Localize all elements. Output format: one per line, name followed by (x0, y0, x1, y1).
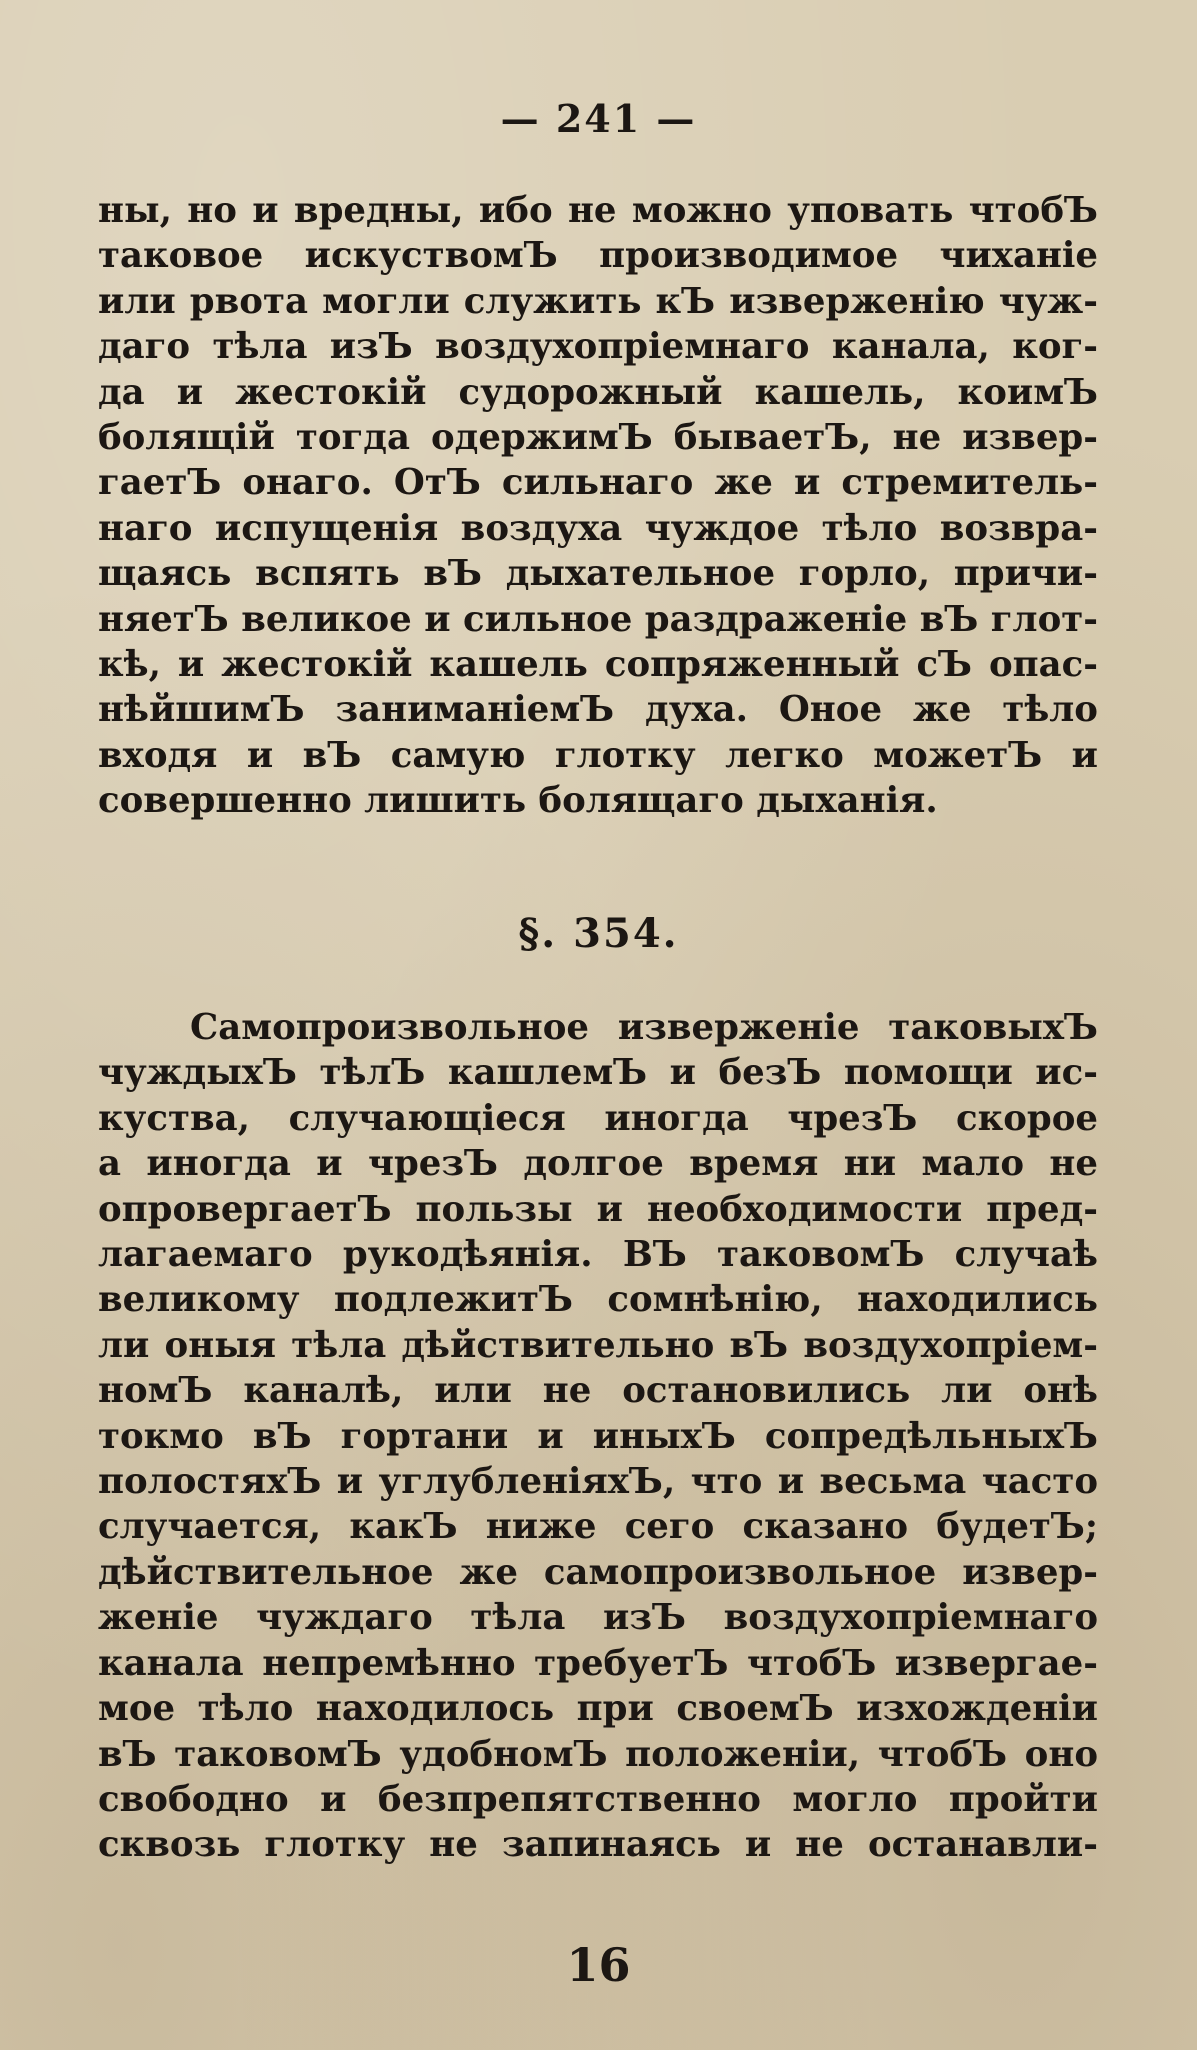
text-line: сквозь глотку не запинаясь и не останавли- (98, 1824, 1098, 1866)
text-line: великому подлежитЪ сомнѣнію, находились (98, 1279, 1098, 1321)
text-line: даго тѣла изЪ воздухопріемнаго канала, ког- (98, 326, 1098, 368)
signature-mark: 16 (566, 1938, 631, 1992)
text-line: канала непремѣнно требуетЪ чтобЪ извергае- (98, 1642, 1098, 1684)
section-heading: §. 354. (518, 910, 679, 957)
text-line: опровергаетЪ пользы и необходимости пред- (98, 1188, 1098, 1230)
text-line: таковое искуствомЪ производимое чиханіе (98, 235, 1098, 277)
text-line: полостяхЪ и углубленіяхЪ, что и весьма часто (98, 1461, 1098, 1503)
text-line: да и жестокій судорожный кашель, коимЪ (98, 371, 1098, 413)
text-line: нѣйшимЪ заниманіемЪ духа. Оное же тѣло (98, 689, 1098, 731)
text-line: входя и вЪ самую глотку легко можетЪ и (98, 734, 1098, 776)
page-number: — 241 — (500, 96, 697, 141)
text-line: токмо вЪ гортани и иныхЪ сопредѣльныхЪ (98, 1415, 1098, 1457)
text-line: чуждыхЪ тѣлЪ кашлемЪ и безЪ помощи ис- (98, 1052, 1098, 1094)
text-line: или рвота могли служить кЪ изверженію чуж- (98, 280, 1098, 322)
text-line: вЪ таковомЪ удобномЪ положеніи, чтобЪ оно (98, 1733, 1098, 1775)
text-line: щаясь вспять вЪ дыхательное горло, причи- (98, 553, 1098, 595)
text-line: няетЪ великое и сильное раздраженіе вЪ глот- (98, 598, 1098, 640)
text-line: лагаемаго рукодѣянія. ВЪ таковомЪ случаѣ (98, 1234, 1098, 1276)
text-line: гаетЪ онаго. ОтЪ сильнаго же и стремитель- (98, 462, 1098, 504)
text-line: женіе чуждаго тѣла изЪ воздухопріемнаго (98, 1597, 1098, 1639)
text-line: Самопроизвольное изверженіе таковыхЪ (190, 1007, 1098, 1048)
text-line: ны, но и вредны, ибо не можно уповать чтобЪ (98, 190, 1098, 231)
text-line: кѣ, и жестокій кашель сопряженный сЪ опас- (98, 644, 1098, 686)
paragraph-2 (98, 1005, 1098, 1868)
text-line: дѣйствительное же самопроизвольное извер- (98, 1551, 1098, 1593)
text-line: свободно и безпрепятственно могло пройти (98, 1778, 1098, 1820)
text-line: наго испущенія воздуха чуждое тѣло возвра- (98, 507, 1098, 549)
text-line: ли оныя тѣла дѣйствительно вЪ воздухопріем- (98, 1324, 1098, 1366)
text-line: болящій тогда одержимЪ бываетЪ, не извер- (98, 417, 1098, 459)
text-line: а иногда и чрезЪ долгое время ни мало не (98, 1143, 1098, 1185)
text-line: совершенно лишить болящаго дыханія. (98, 780, 938, 822)
paragraph-1 (98, 188, 1098, 824)
text-line: куства, случающіеся иногда чрезЪ скорое (98, 1097, 1098, 1139)
text-line: номЪ каналѣ, или не остановились ли онѣ (98, 1370, 1098, 1412)
text-line: мое тѣло находилось при своемЪ изхожденіи (98, 1688, 1098, 1730)
text-line: случается, какЪ ниже сего сказано будетЪ; (98, 1506, 1098, 1548)
